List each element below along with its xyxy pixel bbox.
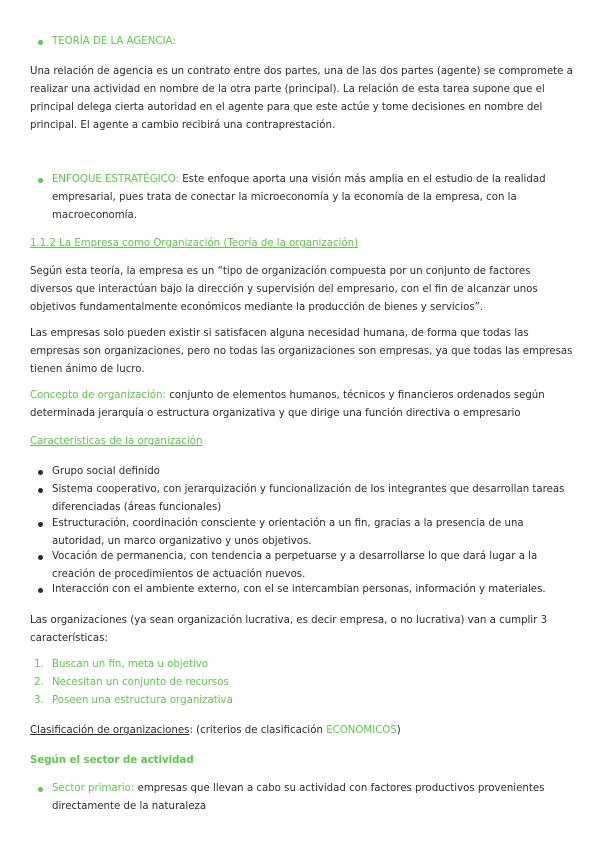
list-item-text: Interacción con el ambiente externo, con el se intercambian personas, información y materiales. [52, 584, 546, 595]
list-item [38, 515, 573, 551]
list-item [38, 548, 573, 584]
list-item [38, 463, 573, 481]
bullet-dot [38, 178, 43, 183]
organization-paragraph-2: Las empresas solo pueden existir si satisfacen alguna necesidad humana, de forma que todas las empresas son organizaciones, pero no todas las organizaciones son empresas, ya que todas las empresas tienen ánimo de lucro. [30, 328, 573, 375]
list-item [38, 581, 573, 599]
primary-sector-bullet [38, 780, 573, 816]
strategic-body: Este enfoque aporta una visión más amplia en el estudio de la realidad empresarial, pues trata de conectar la microeconomía y la economía de la empresa, con la macroeconomía. [52, 174, 546, 221]
concept-label: Concepto de organización: [30, 390, 166, 401]
list-item-text: Grupo social definido [52, 466, 160, 477]
concept-body: conjunto de elementos humanos, técnicos y financieros ordenados según determinada jerarquía o estructura organizativa y que dirige una función directiva o empresario [30, 390, 545, 419]
classification-criteria: ECONOMICOS [326, 725, 397, 736]
numbered-item-text: Poseen una estructura organizativa [52, 695, 233, 706]
primary-sector-body: empresas que llevan a cabo su actividad con factores productivos provenientes directamente de la naturaleza [52, 783, 545, 812]
agency-bullet [38, 33, 573, 51]
numbered-item-text: Buscan un fin, meta u objetivo [52, 659, 209, 670]
bullet-dot [38, 488, 43, 493]
classification-line [30, 722, 575, 740]
bullet-dot [38, 522, 43, 527]
classification-mid: : (criterios de clasificación [189, 725, 327, 736]
classification-label: Clasificación de organizaciones [30, 725, 190, 736]
classification-end: ) [396, 725, 401, 736]
bullet-dot [38, 40, 43, 45]
list-item-text: Estructuración, coordinación consciente y orientación a un fin, gracias a la presencia de una autoridad, un marco organizativo y unos objetivos. [52, 518, 524, 547]
bullet-dot [38, 555, 43, 560]
list-item-text: Vocación de permanencia, con tendencia a perpetuarse y a desarrollarse lo que dará lugar a la creación de procedimientos de actuación nuevos. [52, 551, 538, 580]
primary-sector-label: Sector primario: [52, 783, 135, 794]
strategic-text [52, 171, 573, 225]
list-number: 3. [34, 695, 44, 706]
strategic-bullet [38, 171, 573, 225]
organization-paragraph-1: Según esta teoría, la empresa es un “tipo de organización compuesta por un conjunto de factores diversos que interactúan bajo la dirección y supervisión del empresario, con el fin de alcanzar unos objetivos fundamentalmente económicos mediante la producción de bienes y servicios”. [30, 266, 538, 313]
list-item [38, 481, 573, 517]
organization-heading: 1.1.2 La Empresa como Organización (Teoría de la organización) [30, 238, 359, 249]
agency-title: TEORÍA DE LA AGENCIA: [52, 36, 176, 47]
organization-paragraph-3: Las organizaciones (ya sean organización lucrativa, es decir empresa, o no lucrativa) van a cumplir 3 características: [30, 615, 548, 644]
sector-heading: Según el sector de actividad [30, 755, 194, 766]
bullet-dot [38, 787, 43, 792]
bullet-dot [38, 470, 43, 475]
list-number: 2. [34, 677, 44, 688]
list-number: 1. [34, 659, 44, 670]
primary-sector-text [52, 780, 573, 816]
strategic-title: ENFOQUE ESTRATÉGICO: [52, 174, 179, 185]
numbered-item-text: Necesitan un conjunto de recursos [52, 677, 229, 688]
concept-paragraph [30, 387, 575, 423]
list-item-text: Sistema cooperativo, con jerarquización y funcionalización de los integrantes que desarrollan tareas diferenciadas (áreas funcionales) [52, 484, 565, 513]
bullet-dot [38, 588, 43, 593]
agency-paragraph: Una relación de agencia es un contrato entre dos partes, una de las dos partes (agente) se compromete a realizar una actividad en nombre de la otra parte (principal). La relación de esta tarea supone que el principal delega cierta autoridad en el agente para que este actúe y tome decisiones en nombre del principal. El agente a cambio recibirá una contraprestación. [30, 66, 573, 131]
characteristics-heading: Características de la organización [30, 436, 203, 447]
